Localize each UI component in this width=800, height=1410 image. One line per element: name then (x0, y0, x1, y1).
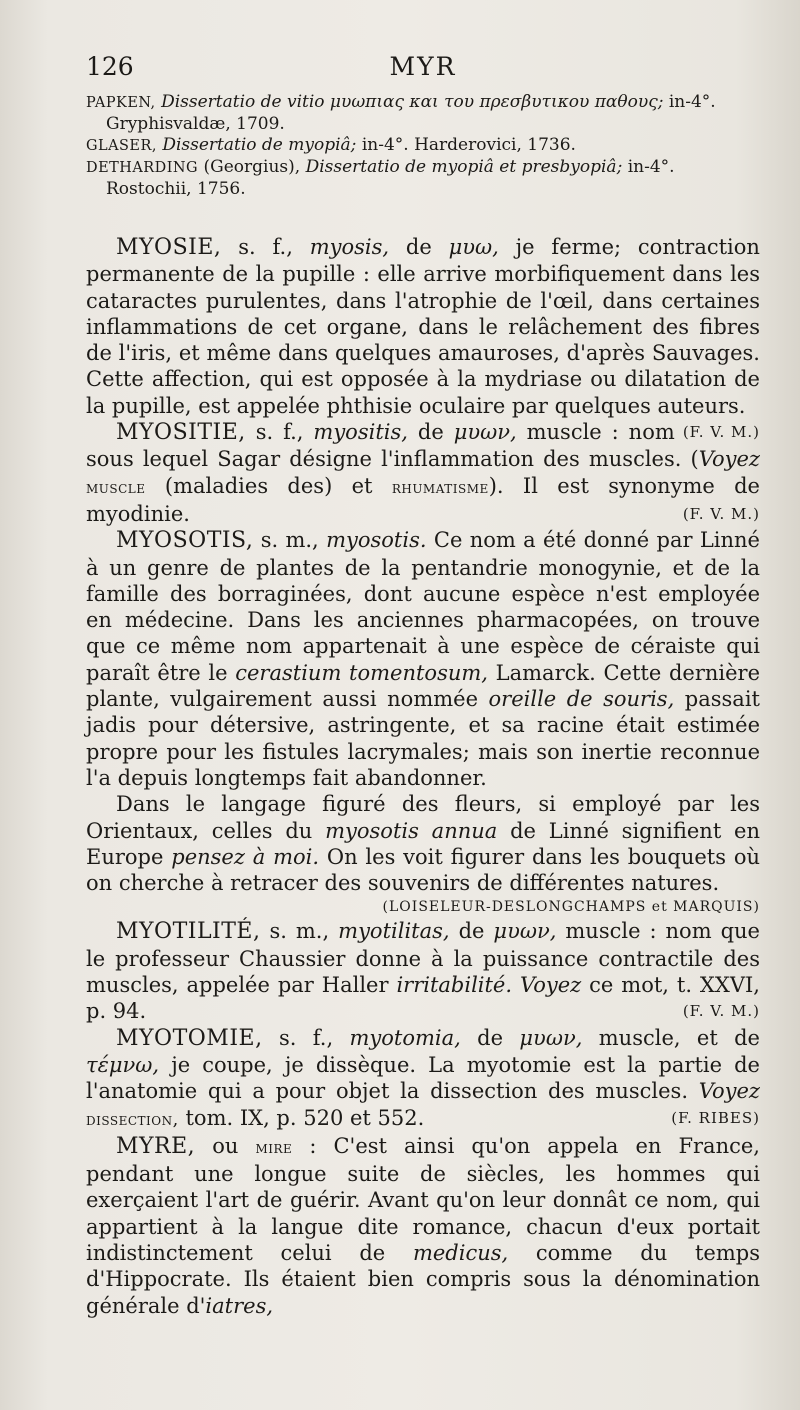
article-myositie: MYOSITIE, s. f., myositis, de μυων, muscle : nom sous lequel Sagar désigne l'inflammation des muscles. (Voyez muscle (maladies des) et rhumatisme). Il est synonyme de myodinie. (F. V. M.) (86, 420, 760, 526)
article-myosotis: MYOSOTIS, s. m., myosotis. Ce nom a été donné par Linné à un genre de plantes de la pentandrie monogynie, et de la famille des borraginées, dont aucune espèce n'est employée en médecine. Dans les anciennes pharmacopées, on trouve que ce même nom appartenait à une espèce de céraiste qui paraît être le cerastium tomentosum, Lamarck. Cette dernière plante, vulgairement aussi nommée oreille de souris, passait jadis pour détersive, astringente, et sa racine était estimée propre pour les fistules lacrymales; mais son inertie reconnue l'a depuis longtemps fait abandonner. (86, 528, 760, 790)
signature: (LOISELEUR-DESLONGCHAMPS et MARQUIS) (382, 899, 760, 916)
headword: MYOTOMIE, (116, 1025, 263, 1051)
headword: MYOSITIE, (116, 420, 246, 446)
headword: MYOTILITÉ, (116, 919, 261, 945)
running-head: MYR (389, 52, 457, 81)
article-myotilite: MYOTILITÉ, s. m., myotilitas, de μυων, muscle : nom que le professeur Chaussier donne à la puissance contractile des muscles, appelée par Haller irritabilité. Voyez ce mot, t. XXVI, p. 94. (F. V. M.) (86, 919, 760, 1024)
signature: (F. V. M.) (682, 423, 760, 442)
article-myotomie: MYOTOMIE, s. f., myotomia, de μυων, muscle, et de τέμνω, je coupe, je dissèque. La myotomie est la partie de l'anatomie qui a pour objet la dissection des muscles. Voyez dissection, tom. IX, p. 520 et 552. (F. RIBES) (86, 1025, 760, 1130)
page-content (86, 92, 760, 1319)
signature: (F. V. M.) (682, 504, 760, 523)
page-header (86, 52, 760, 86)
reference-item: DETHARDING (Georgius), Dissertatio de myopiâ et presbyopiâ; in-4°. Rostochii, 1756. (86, 157, 675, 199)
signature: (F. RIBES) (671, 1108, 760, 1127)
page-number: 126 (86, 52, 134, 81)
reference-item: PAPKEN, Dissertatio de vitio μυωπιας και του πρεσβυτικου παθους; in-4°. Gryphisvaldæ, 1709. (86, 92, 716, 134)
article-myosie: MYOSIE, s. f., myosis, de μυω, je ferme; contraction permanente de la pupille : elle arrive morbifiquement dans les cataractes purulentes, dans l'atrophie de l'œil, dans certaines inflammations de cet organe, dans le relâchement des fibres de l'iris, et même dans quelques amauroses, d'après Sauvages. Cette affection, qui est opposée à la mydriase ou dilatation de la pupille, est appelée phthisie oculaire par quelques auteurs. (F. V. M.) (86, 234, 760, 419)
article-myosotis-para2: Dans le langage figuré des fleurs, si employé par les Orientaux, celles du myosotis annua de Linné signifient en Europe pensez à moi. On les voit figurer dans les bouquets où on cherche à retracer des souvenirs de différentes natures. (86, 792, 760, 896)
references-list (86, 92, 760, 200)
headword: MYRE, (116, 1133, 196, 1159)
headword: MYOSOTIS, (116, 528, 254, 554)
headword: MYOSIE, (116, 235, 222, 260)
reference-item: GLASER, Dissertatio de myopiâ; in-4°. Harderovici, 1736. (86, 135, 576, 155)
article-myre: MYRE, ou mire : C'est ainsi qu'on appela en France, pendant une longue suite de siècles, les hommes qui exerçaient l'art de guérir. Avant qu'on leur donnât ce nom, qui appartient à la langue dite romance, chacun d'eux portait indistinctement celui de medicus, comme du temps d'Hippocrate. Ils étaient bien compris sous la dénomination générale d'iatres, (86, 1133, 760, 1318)
signature: (F. V. M.) (682, 1002, 760, 1021)
